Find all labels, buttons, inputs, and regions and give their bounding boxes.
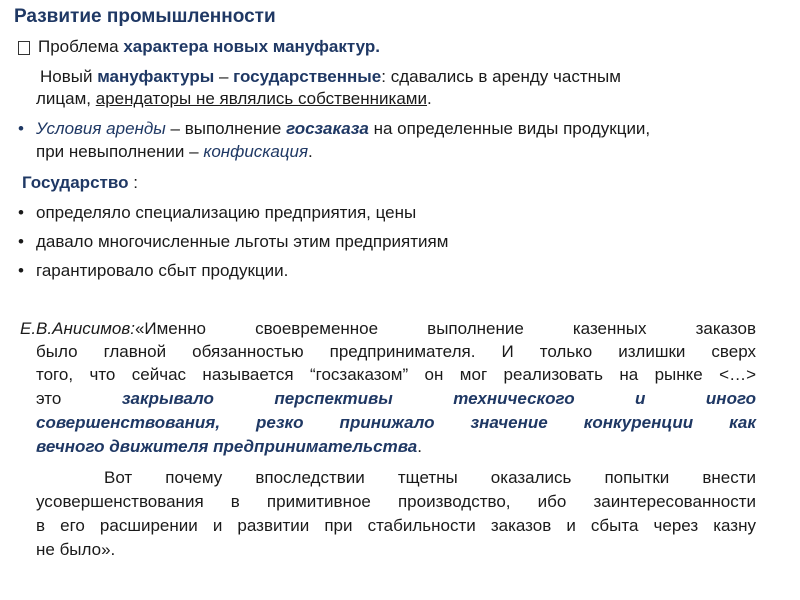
- new-manufactures-line-1: [40, 66, 621, 88]
- quote-line-5: совершенствования, резко принижало значение конкуренции как: [36, 413, 756, 432]
- quote-line-10: не было».: [36, 540, 116, 559]
- bullet-dot: •: [18, 119, 24, 138]
- tenants-underlined: арендаторы не являлись собственниками: [95, 89, 427, 108]
- text-span: : сдавались в аренду частным: [381, 67, 621, 86]
- text-span: .: [426, 89, 432, 108]
- text-span: :: [128, 173, 138, 192]
- manufactures-term: мануфактуры: [97, 67, 215, 86]
- bullet-dot: •: [18, 261, 24, 280]
- quote-emphasis: закрывало перспективы технического и иного: [121, 389, 756, 408]
- text-span: .: [417, 437, 422, 456]
- quote-line-3: того, что сейчас называется “госзаказом” он мог реализовать на рынке <…>: [36, 365, 756, 384]
- state-heading: [22, 172, 138, 194]
- quote-line-2: было главной обязанностью предпринимателя. И только излишки сверх: [36, 342, 756, 361]
- quote-line-8: усовершенствования в примитивное производство, ибо заинтересованности: [36, 492, 756, 511]
- slide-title: Развитие промышленности: [14, 6, 276, 27]
- text-span: это: [36, 389, 122, 408]
- state-label: Государство: [22, 173, 129, 192]
- quote-line-1: [20, 317, 756, 340]
- bullet-dot: •: [18, 232, 24, 251]
- quote-line-7: Вот почему впоследствии тщетны оказались попытки внести: [104, 468, 756, 487]
- state-item: определяло специализацию предприятия, цены: [36, 203, 417, 222]
- new-manufactures-line-2: [36, 88, 432, 110]
- text-span: на определенные виды продукции,: [368, 119, 651, 138]
- bullet-dot: •: [18, 203, 24, 222]
- lease-line-2: [36, 141, 313, 163]
- state-owned-term: государственные: [233, 67, 382, 86]
- quote-line-6: [36, 435, 756, 458]
- square-bullet-icon: [18, 36, 30, 61]
- text-span: лицам,: [36, 89, 96, 108]
- problem-prefix: Проблема: [38, 37, 124, 56]
- problem-line: [38, 36, 380, 58]
- text-span: – выполнение: [165, 119, 287, 138]
- state-item: давало многочисленные льготы этим предприятиям: [36, 232, 449, 251]
- text-span: .: [308, 142, 313, 161]
- quote-emphasis: вечного движителя предпринимательства: [36, 437, 418, 456]
- text-span: при невыполнении –: [36, 142, 204, 161]
- lease-line-1: [36, 118, 650, 140]
- quote-line-4: [36, 387, 756, 410]
- quote-author: Е.В.Анисимов:: [20, 319, 135, 338]
- text-span: Новый: [40, 67, 98, 86]
- text-span: «Именно своевременное выполнение казенных заказов: [134, 319, 756, 338]
- confiscation-term: конфискация: [203, 142, 309, 161]
- state-order-term: госзаказа: [286, 119, 369, 138]
- lease-term: Условия аренды: [36, 119, 166, 138]
- state-item: гарантировало сбыт продукции.: [36, 261, 289, 280]
- problem-bold: характера новых мануфактур.: [123, 37, 380, 56]
- text-span: –: [214, 67, 234, 86]
- quote-line-9: в его расширении и развитии при стабильности заказов и сбыта через казну: [36, 516, 756, 535]
